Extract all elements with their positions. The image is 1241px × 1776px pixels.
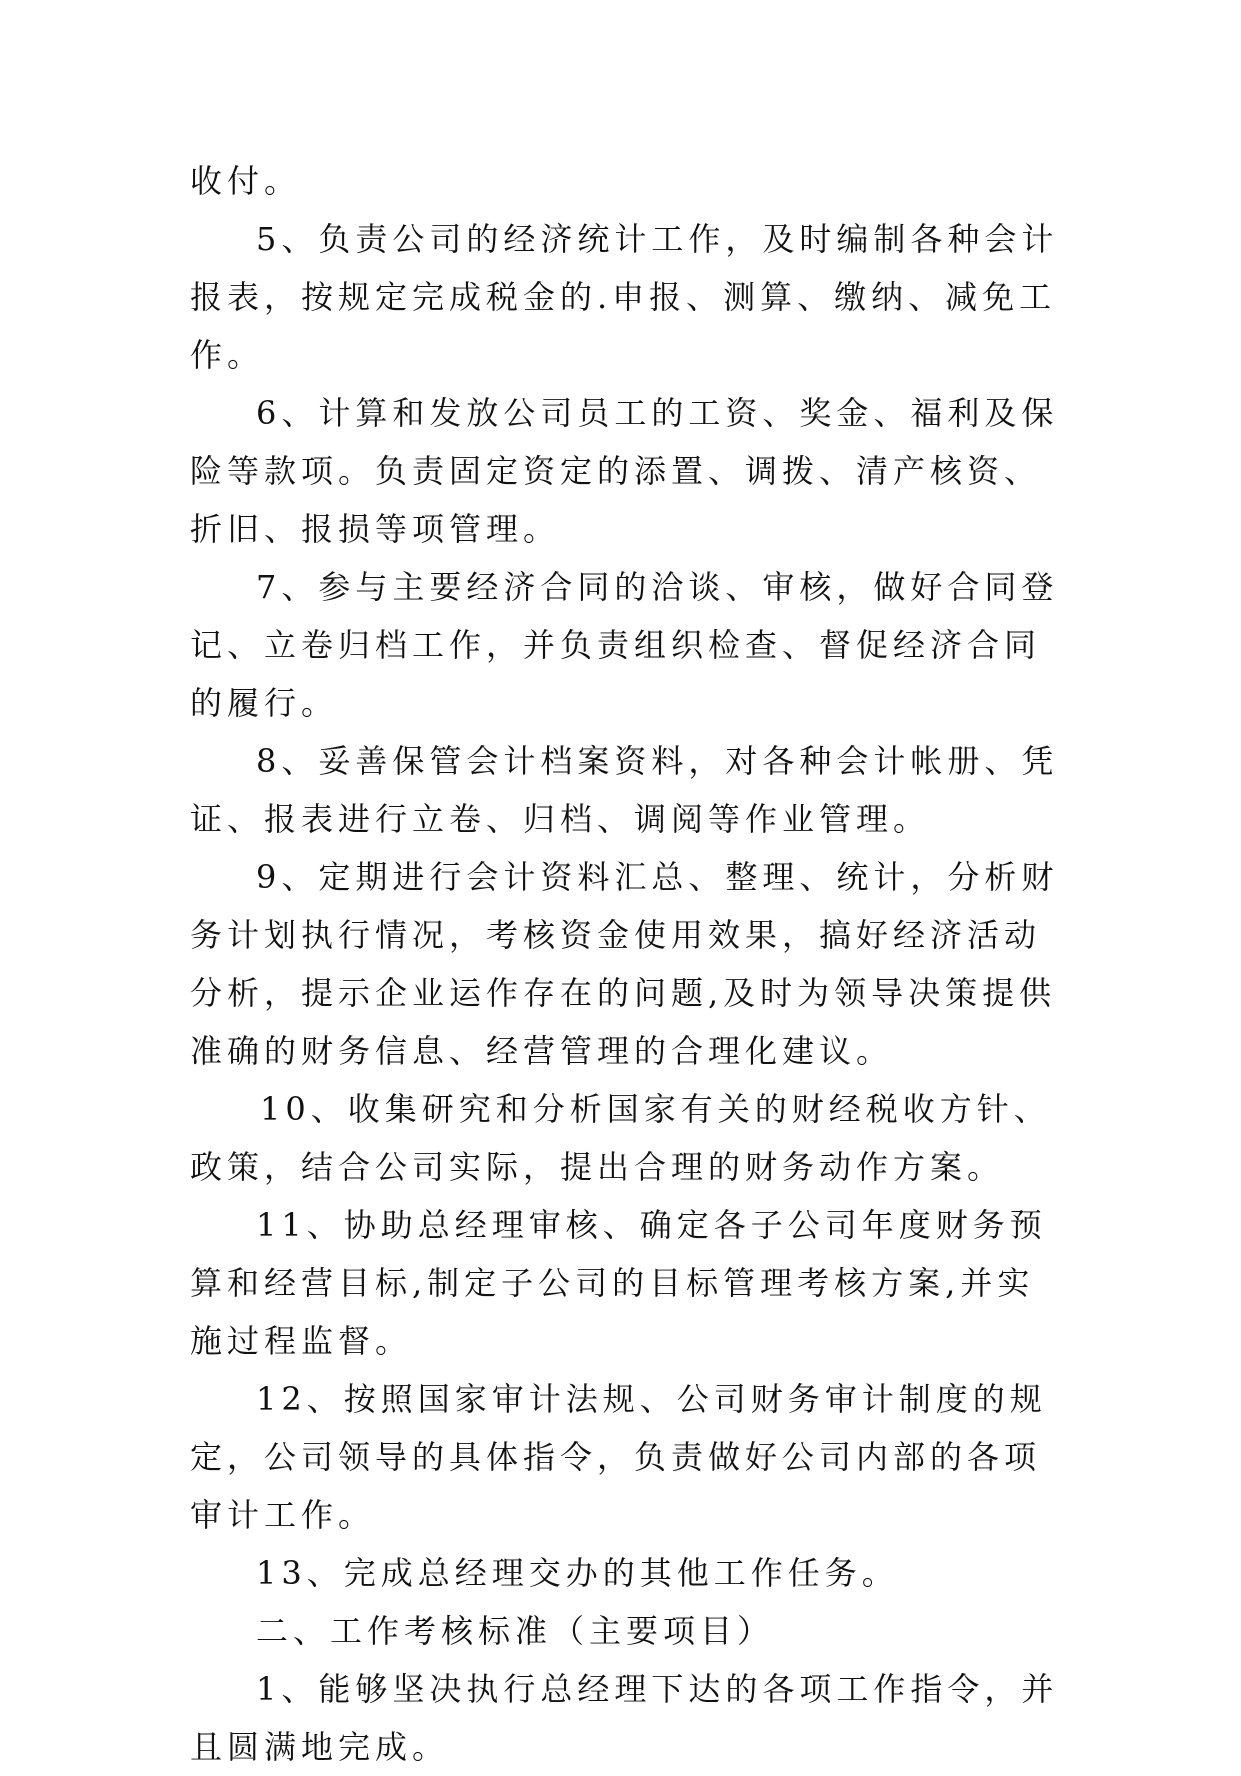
duty-item-7: 7、参与主要经济合同的洽谈、审核，做好合同登记、立卷归档工作，并负责组织检查、督促经济合同的履行。 xyxy=(190,568,1059,722)
duty-item-6: 6、计算和发放公司员工的工资、奖金、福利及保险等款项。负责固定资定的添置、调拨、清产核资、折旧、报损等项管理。 xyxy=(190,394,1059,548)
duty-item-12: 12、按照国家审计法规、公司财务审计制度的规定，公司领导的具体指令，负责做好公司内部的各项审计工作。 xyxy=(190,1380,1047,1534)
duty-item-11: 11、协助总经理审核、确定各子公司年度财务预算和经营目标,制定子公司的目标管理考核方案,并实施过程监督。 xyxy=(190,1206,1047,1360)
duty-item-8: 8、妥善保管会计档案资料，对各种会计帐册、凭证、报表进行立卷、归档、调阅等作业管理。 xyxy=(190,742,1059,838)
duty-item-13: 13、完成总经理交办的其他工作任务。 xyxy=(256,1554,899,1592)
document-body xyxy=(190,152,1060,1776)
section-heading: 二、工作考核标准（主要项目） xyxy=(256,1612,775,1650)
paragraph-continuation: 收付。 xyxy=(190,162,302,200)
criteria-item-1: 1、能够坚决执行总经理下达的各项工作指令，并且圆满地完成。 xyxy=(190,1670,1059,1766)
duty-item-5: 5、负责公司的经济统计工作，及时编制各种会计报表，按规定完成税金的.申报、测算、缴纳、减免工作。 xyxy=(190,220,1059,374)
duty-item-9: 9、定期进行会计资料汇总、整理、统计，分析财务计划执行情况，考核资金使用效果，搞好经济活动分析，提示企业运作存在的问题,及时为领导决策提供准确的财务信息、经营管理的合理化建议。 xyxy=(190,858,1059,1070)
duty-item-10: 10、收集研究和分析国家有关的财经税收方针、政策，结合公司实际，提出合理的财务动作方案。 xyxy=(190,1090,1051,1186)
